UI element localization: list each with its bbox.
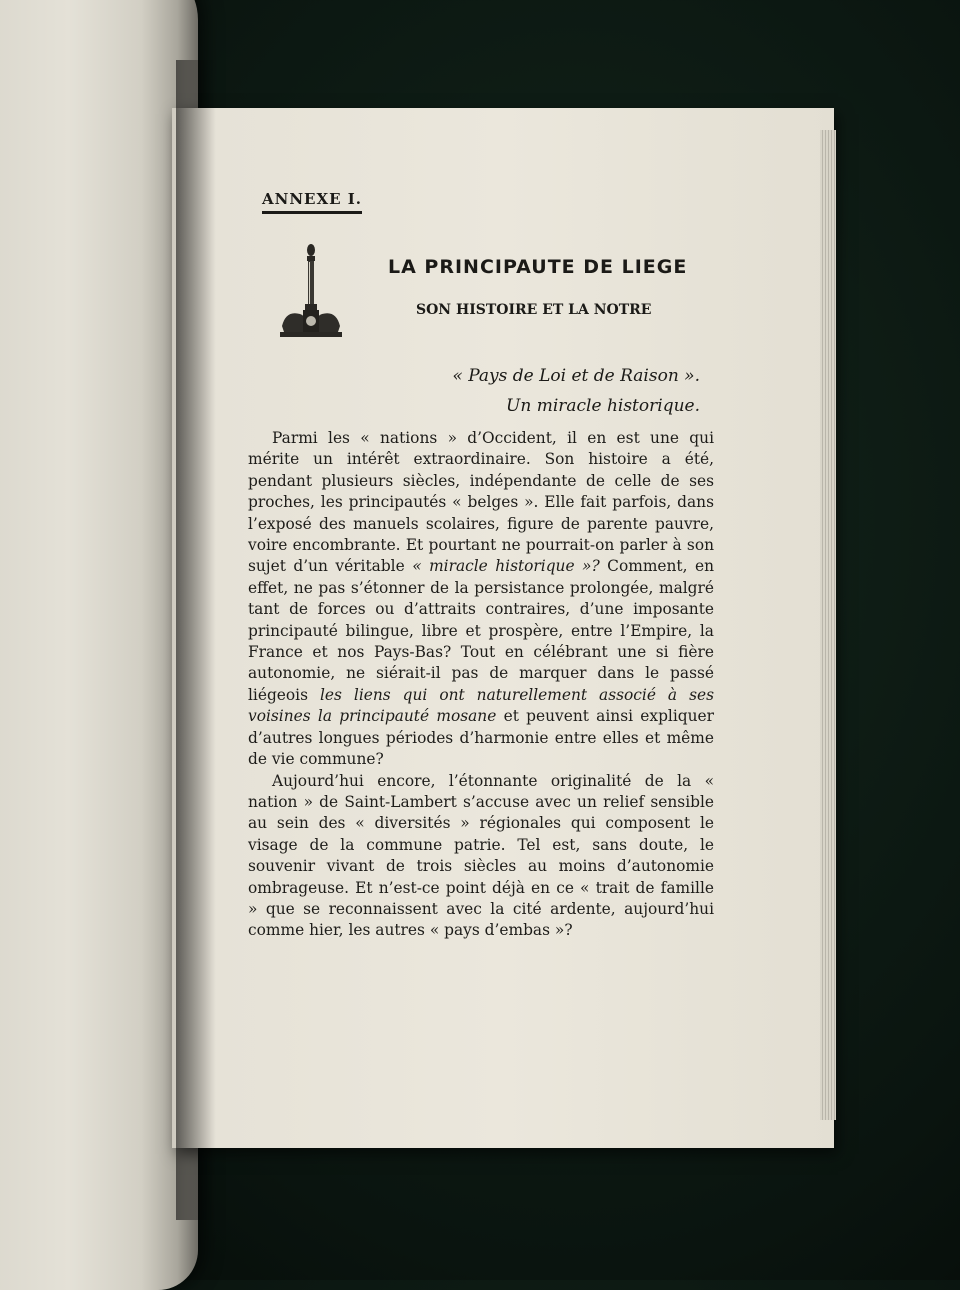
perron-emblem-icon: [276, 240, 346, 340]
page-edge: [820, 130, 836, 1120]
paragraph-1: [248, 428, 714, 771]
paragraph-1-text-a: Parmi les « nations » d’Occident, il en est une qui mérite un intérêt extraordinaire. Son histoire a été, pendant plusieurs siècles, indépendante de celle de ses proches, les principautés « belges ». Elle fait parfois, dans l’exposé des manuels scolaires, figure de parente pauvre, voire encombrante. Et pourtant ne pourrait-on parler à son sujet d’un véritable: [248, 429, 714, 576]
motto: « Pays de Loi et de Raison ».: [452, 366, 700, 386]
paragraph-1-text-c: et peuvent ainsi expliquer d’autres longues périodes d’harmonie entre elles et même de vie commune?: [248, 707, 715, 769]
annexe-label: ANNEXE I.: [262, 190, 362, 214]
paragraph-2: Aujourd’hui encore, l’étonnante originalité de la « nation » de Saint-Lambert s’accuse avec un relief sensible au sein des « diversités » régionales qui composent le visage de la commune patrie. Tel est, sans doute, le souvenir vivant de trois siècles au moins d’autonomie ombrageuse. Et n’est-ce point déjà en ce « trait de famille » que se reconnaissent avec la cité ardente, aujourd’hui comme hier, les autres « pays d’embas »?: [248, 771, 714, 940]
page-title: LA PRINCIPAUTE DE LIEGE: [388, 256, 688, 278]
paragraph-1-text-b: Comment, en effet, ne pas s’étonner de la persistance prolongée, malgré tant de forces ou d’attraits contraires, d’une imposante principauté bilingue, libre et prospère, entre l’Empire, la France et nos Pays-Bas? Tout en célébrant une si fière autonomie, ne siérait-il pas de marquer dans le passé liégeois: [248, 557, 715, 704]
book-gutter: [176, 60, 216, 1220]
section-heading: Un miracle historique.: [506, 396, 700, 416]
paragraph-1-italic-a: « miracle historique »?: [412, 557, 600, 576]
body-text: [248, 428, 714, 942]
paragraph-1-italic-b: les liens qui ont naturellement associé à ses voisines la principauté mosane: [248, 685, 714, 726]
page-subtitle: SON HISTOIRE ET LA NOTRE: [416, 302, 652, 318]
left-page: [0, 0, 198, 1290]
